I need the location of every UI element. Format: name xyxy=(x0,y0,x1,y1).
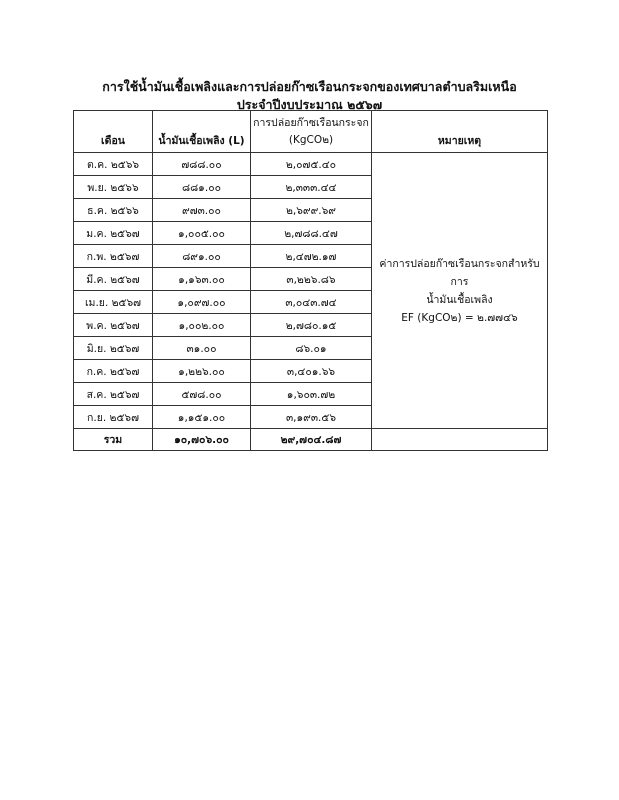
month-cell: ก.พ. ๒๕๖๗ xyxy=(74,245,153,268)
total-emission: ๒๙,๗๐๔.๘๗ xyxy=(251,429,372,451)
total-label: รวม xyxy=(74,429,153,451)
header-emission-line2: (KgCO๒) xyxy=(288,133,334,146)
emission-cell: ๓,๐๔๓.๗๔ xyxy=(251,291,372,314)
month-cell: มิ.ย. ๒๕๖๗ xyxy=(74,337,153,360)
remark-line1: ค่าการปล่อยก๊าซเรือนกระจกสำหรับการ xyxy=(379,257,540,288)
fuel-cell: ๓๑.๐๐ xyxy=(153,337,251,360)
page-title: การใช้น้ำมันเชื้อเพลิงและการปล่อยก๊าซเรือนกระจกของเทศบาลตำบลริมเหนือ xyxy=(102,79,517,94)
header-emission xyxy=(251,111,372,153)
fuel-cell: ๑,๒๒๖.๐๐ xyxy=(153,360,251,383)
fuel-cell: ๙๗๓.๐๐ xyxy=(153,199,251,222)
month-cell: พ.ย. ๒๕๖๖ xyxy=(74,176,153,199)
header-fuel: น้ำมันเชื้อเพลิง (L) xyxy=(153,111,251,153)
fuel-cell: ๑,๑๖๓.๐๐ xyxy=(153,268,251,291)
emission-cell: ๒,๗๘๐.๑๕ xyxy=(251,314,372,337)
header-remark: หมายเหตุ xyxy=(372,111,548,153)
emission-cell: ๓,๑๙๓.๕๖ xyxy=(251,406,372,429)
fuel-cell: ๑,๑๕๑.๐๐ xyxy=(153,406,251,429)
emission-cell: ๒,๐๗๕.๔๐ xyxy=(251,153,372,176)
month-cell: ธ.ค. ๒๕๖๖ xyxy=(74,199,153,222)
emission-cell: ๘๖.๐๑ xyxy=(251,337,372,360)
header-month: เดือน xyxy=(74,111,153,153)
month-cell: พ.ค. ๒๕๖๗ xyxy=(74,314,153,337)
month-cell: ส.ค. ๒๕๖๗ xyxy=(74,383,153,406)
emission-cell: ๓,๔๐๑.๖๖ xyxy=(251,360,372,383)
total-fuel: ๑๐,๗๐๖.๐๐ xyxy=(153,429,251,451)
emission-cell: ๓,๒๒๖.๘๖ xyxy=(251,268,372,291)
remark-line3: EF (KgCO๒) = ๒.๗๗๔๖ xyxy=(401,311,518,324)
month-cell: ม.ค. ๒๕๖๗ xyxy=(74,222,153,245)
total-row xyxy=(74,429,548,451)
month-cell: เม.ย. ๒๕๖๗ xyxy=(74,291,153,314)
fuel-cell: ๑,๐๙๗.๐๐ xyxy=(153,291,251,314)
fuel-cell: ๗๘๘.๐๐ xyxy=(153,153,251,176)
emission-cell: ๒,๗๘๘.๔๗ xyxy=(251,222,372,245)
fuel-cell: ๑,๐๐๕.๐๐ xyxy=(153,222,251,245)
fuel-emission-table xyxy=(73,110,548,451)
emission-cell: ๑,๖๐๓.๗๒ xyxy=(251,383,372,406)
month-cell: ต.ค. ๒๕๖๖ xyxy=(74,153,153,176)
header-row xyxy=(74,111,548,153)
total-remark-cell xyxy=(372,429,548,451)
fuel-cell: ๕๗๘.๐๐ xyxy=(153,383,251,406)
remark-line2: น้ำมันเชื้อเพลิง xyxy=(426,293,493,306)
header-emission-line1: การปล่อยก๊าซเรือนกระจก xyxy=(253,116,369,129)
month-cell: ก.ย. ๒๕๖๗ xyxy=(74,406,153,429)
emission-cell: ๒,๖๙๙.๖๙ xyxy=(251,199,372,222)
remark-cell xyxy=(372,153,548,429)
page-subtitle: ประจำปีงบประมาณ ๒๕๖๗ xyxy=(236,97,383,112)
table-row xyxy=(74,153,548,176)
month-cell: ก.ค. ๒๕๖๗ xyxy=(74,360,153,383)
month-cell: มี.ค. ๒๕๖๗ xyxy=(74,268,153,291)
emission-cell: ๒,๓๓๓.๔๔ xyxy=(251,176,372,199)
fuel-cell: ๘๘๑.๐๐ xyxy=(153,176,251,199)
emission-cell: ๒,๔๗๒.๑๗ xyxy=(251,245,372,268)
fuel-cell: ๑,๐๐๒.๐๐ xyxy=(153,314,251,337)
fuel-cell: ๘๙๑.๐๐ xyxy=(153,245,251,268)
